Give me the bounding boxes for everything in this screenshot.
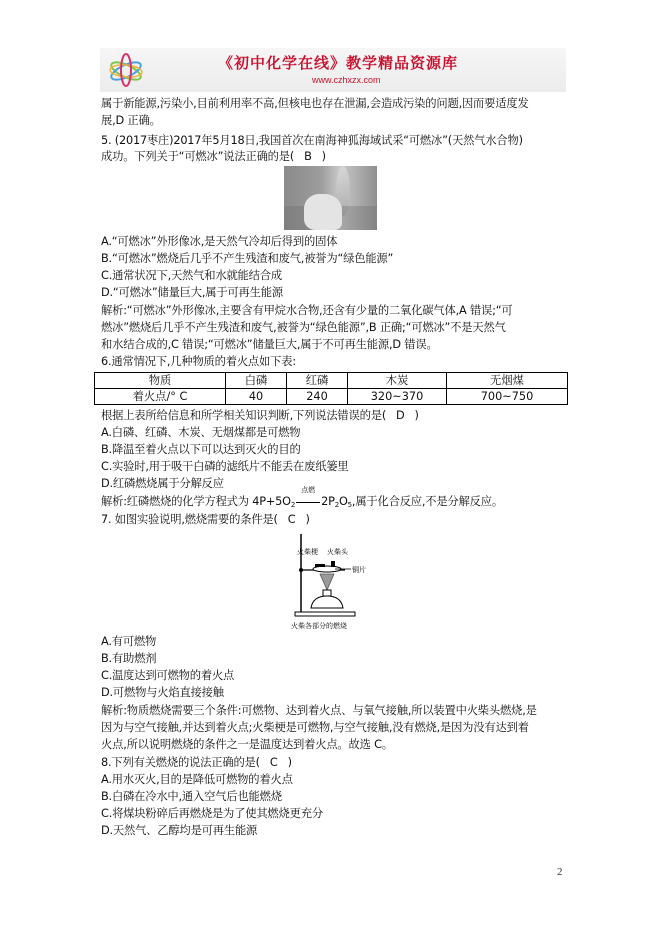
label-match-head: 火柴头 <box>327 548 348 556</box>
header-title: 《初中化学在线》教学精品资源库 <box>218 54 459 72</box>
q5-analysis-line: 燃冰”燃烧后几乎不产生残渣和废气,被誉为“绿色能源”,B 正确;“可燃冰”不是天然气 <box>101 321 506 334</box>
match-stick <box>315 564 325 567</box>
q7-stem <box>101 512 310 528</box>
q6-question-text: 根据上表所给信息和所学相关知识判断,下列说法错误的是( <box>101 409 387 422</box>
page-number: 2 <box>557 866 563 878</box>
table-header-cell: 白磷 <box>226 373 287 389</box>
q8-stem <box>101 755 292 771</box>
q6-option-c: C.实验时,用于吸干白磷的滤纸片不能丢在废纸篓里 <box>101 460 349 473</box>
q7-option-c: C.温度达到可燃物的着火点 <box>101 669 235 682</box>
table-row <box>95 389 568 405</box>
q5-option-c: C.通常状况下,天然气和水就能结合成 <box>101 269 282 282</box>
q8-option-d: D.天然气、乙醇均是可再生能源 <box>101 824 258 837</box>
q8-option-c: C.将煤块粉碎后再燃烧是为了使其燃烧更充分 <box>101 807 323 820</box>
q8-stem-text: 8.下列有关燃烧的说法正确的是( <box>101 756 260 769</box>
q6-stem: 6.通常情况下,几种物质的着火点如下表: <box>101 355 296 368</box>
equation-bar <box>296 502 320 503</box>
label-copper-sheet: 铜片 <box>352 566 366 574</box>
table-cell: 着火点/° C <box>95 389 226 405</box>
table-cell: 700~750 <box>447 389 568 405</box>
q5-analysis-line: 解析:“可燃冰”外形像冰,主要含有甲烷水合物,还含有少量的二氧化碳气体,A 错误;“可 <box>101 304 513 317</box>
q6-analysis <box>101 486 503 513</box>
q6-answer: D <box>396 409 405 422</box>
q5-answer: B <box>304 150 312 163</box>
q7-answer: C <box>287 513 296 526</box>
header-url: www.czhxzx.com <box>312 75 381 85</box>
match-head <box>331 561 335 567</box>
combustion-apparatus-figure <box>287 528 377 633</box>
q5-stem-text: 成功。下列关于“可燃冰”说法正确的是( <box>101 150 295 163</box>
label-match-stick: 火柴梗 <box>297 548 318 556</box>
q8-option-a: A.用水灭火,目的是降低可燃物的着火点 <box>101 773 293 786</box>
header-banner <box>100 48 566 92</box>
alcohol-lamp <box>311 596 343 608</box>
analysis-text: 解析:红磷燃烧的化学方程式为 4P+5O <box>101 495 291 508</box>
q5-stem-line1: 5. (2017枣庄)2017年5月18日,我国首次在南海神狐海域试采“可燃冰”(天然气水合物) <box>101 134 523 147</box>
clamp-knob <box>299 568 303 572</box>
table-header-row <box>95 373 568 389</box>
q5-option-b: B.“可燃冰”燃烧后几乎不产生残渣和废气,被誉为“绿色能源” <box>101 252 394 265</box>
q7-analysis-line: 解析:物质燃烧需要三个条件:可燃物、达到着火点、与氧气接触,所以装置中火柴头燃烧,是 <box>101 704 537 717</box>
table-header-cell: 木炭 <box>348 373 447 389</box>
text-line: 展,D 正确。 <box>101 114 161 127</box>
equation-subscript: 5 <box>347 501 352 509</box>
equation-subscript: 2 <box>334 501 339 509</box>
q8-option-b: B.白磷在冷水中,通入空气后也能燃烧 <box>101 790 282 803</box>
q5-stem-line2 <box>101 149 326 165</box>
table-cell: 320~370 <box>348 389 447 405</box>
q6-option-d: D.红磷燃烧属于分解反应 <box>101 477 224 490</box>
q6-option-b: B.降温至着火点以下可以达到灭火的目的 <box>101 443 301 456</box>
lamp-wick <box>323 590 331 596</box>
ignition-point-table <box>94 372 568 405</box>
q6-option-a: A.白磷、红磷、木炭、无烟煤都是可燃物 <box>101 426 301 439</box>
q7-option-b: B.有助燃剂 <box>101 652 157 665</box>
atom-orbit-logo-icon <box>104 51 148 89</box>
table-header-cell: 物质 <box>95 373 226 389</box>
reaction-condition: 点燃 <box>301 486 315 494</box>
analysis-text: ,属于化合反应,不是分解反应。 <box>351 495 503 508</box>
equation-product: O <box>338 495 348 508</box>
table-cell: 240 <box>287 389 348 405</box>
flammable-ice-photo <box>284 166 377 230</box>
equation-product: 2P <box>321 495 335 508</box>
q8-stem-end: ) <box>287 756 292 769</box>
q5-analysis-line: 和水结合成的,C 错误;“可燃冰”储量巨大,属于不可再生能源,D 错误。 <box>101 338 438 351</box>
table-header-cell: 无烟煤 <box>447 373 568 389</box>
q5-option-d: D.“可燃冰”储量巨大,属于可再生能源 <box>101 286 283 299</box>
q7-option-a: A.有可燃物 <box>101 635 157 648</box>
equation-subscript: 2 <box>290 501 296 509</box>
q5-stem-end: ) <box>321 150 326 163</box>
q6-question <box>101 408 419 424</box>
reaction-arrow <box>295 486 321 510</box>
q8-answer: C <box>269 756 278 769</box>
q7-stem-end: ) <box>305 513 310 526</box>
q7-stem-text: 7. 如图实验说明,燃烧需要的条件是( <box>101 513 278 526</box>
q7-analysis-line: 因为与空气接触,并达到着火点;火柴梗是可燃物,与空气接触,没有燃烧,是因为没有达到着 <box>101 721 529 734</box>
flame <box>320 574 334 590</box>
ice-chunk <box>304 194 342 230</box>
q7-analysis-line: 火点,所以说明燃烧的条件之一是温度达到着火点。故选 C。 <box>101 738 393 751</box>
table-cell: 40 <box>226 389 287 405</box>
stand-base <box>295 612 355 616</box>
q6-question-end: ) <box>414 409 419 422</box>
text-line: 属于新能源,污染小,目前利用率不高,但核电也存在泄漏,会造成污染的问题,因而要适度发 <box>101 97 529 110</box>
q7-option-d: D.可燃物与火焰直接接触 <box>101 686 224 699</box>
q5-option-a: A.“可燃冰”外形像冰,是天然气冷却后得到的固体 <box>101 235 338 248</box>
figure-caption: 火柴各部分的燃烧 <box>291 622 347 630</box>
table-header-cell: 红磷 <box>287 373 348 389</box>
